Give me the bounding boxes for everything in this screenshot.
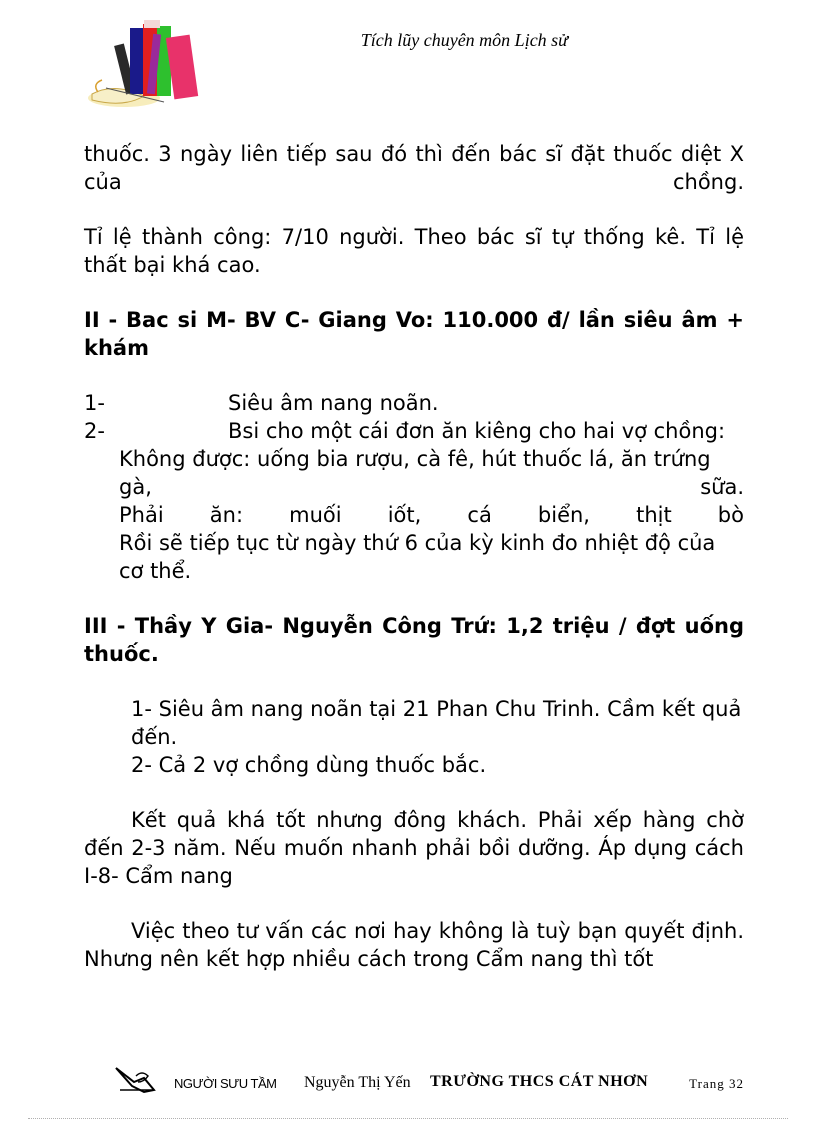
list-text: Bsi cho một cái đơn ăn kiêng cho hai vợ chồng: — [228, 419, 726, 443]
page-number: Trang 32 — [689, 1076, 744, 1091]
header-title: Tích lũy chuyên môn Lịch sử — [360, 30, 568, 50]
diet-required: Phải ăn: muối iốt, cá biển, thịt bò — [119, 503, 744, 527]
list-item: 1- Siêu âm nang noãn tại 21 Phan Chu Trinh. Cầm kết quả đến. — [131, 697, 742, 749]
paragraph-result: Kết quả khá tốt nhưng đông khách. Phải xếp hàng chờ đến 2-3 năm. Nếu muốn nhanh phải bồi dưỡng. Áp dụng cách I-8- Cẩm nang — [84, 808, 744, 888]
section-heading-ii: II - Bac si M- BV C- Giang Vo: 110.000 đ/ lần siêu âm + khám — [84, 308, 744, 360]
page-footer — [84, 1064, 744, 1104]
list-number: 2- — [84, 419, 105, 443]
list-number: 1- — [84, 391, 105, 415]
paragraph-text: của chồng. — [84, 170, 744, 194]
author-name: Nguyễn Thị Yến — [304, 1074, 411, 1091]
collector-label: NGƯỜI SƯU TẦM — [174, 1076, 277, 1091]
list-item — [84, 389, 744, 417]
paragraph-advice: Việc theo tư vấn các nơi hay không là tuỳ bạn quyết định. Nhưng nên kết hợp nhiều cách trong Cẩm nang thì tốt — [84, 919, 744, 971]
list-item — [84, 417, 744, 445]
list-text: Siêu âm nang noãn. — [228, 391, 439, 415]
diet-forbidden: Không được: uống bia rượu, cà fê, hút thuốc lá, ăn trứng — [119, 447, 711, 471]
page-content — [84, 140, 744, 973]
paragraph-line — [84, 168, 744, 196]
footer-divider — [28, 1118, 788, 1119]
diet-followup: Rồi sẽ tiếp tục từ ngày thứ 6 của kỳ kinh đo nhiệt độ của cơ thể. — [119, 531, 716, 583]
paragraph-success-rate: Tỉ lệ thành công: 7/10 người. Theo bác sĩ tự thống kê. Tỉ lệ thất bại khá cao. — [84, 225, 744, 277]
list-item: 2- Cả 2 vợ chồng dùng thuốc bắc. — [131, 753, 487, 777]
pen-hand-icon — [114, 1064, 158, 1094]
paragraph-line: thuốc. 3 ngày liên tiếp sau đó thì đến bác sĩ đặt thuốc diệt X — [84, 142, 744, 166]
section-heading-iii: III - Thầy Y Gia- Nguyễn Công Trứ: 1,2 triệu / đợt uống thuốc. — [84, 614, 744, 666]
diet-forbidden-cont: gà, sữa. — [119, 475, 744, 499]
school-name: TRƯỜNG THCS CÁT NHƠN — [430, 1073, 649, 1090]
books-logo-icon — [84, 14, 208, 112]
